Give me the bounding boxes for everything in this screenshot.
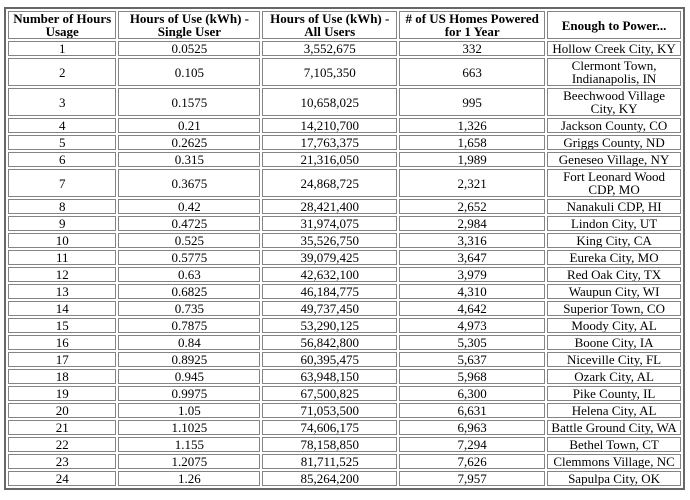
table-cell: Clermont Town, Indianapolis, IN bbox=[547, 58, 681, 86]
table-row bbox=[8, 41, 681, 56]
table-cell: Beechwood Village City, KY bbox=[547, 88, 681, 116]
table-cell: 0.5775 bbox=[118, 250, 260, 265]
table-cell: Griggs County, ND bbox=[547, 135, 681, 150]
table-cell: 9 bbox=[8, 216, 116, 231]
table-cell: Sapulpa City, OK bbox=[547, 471, 681, 486]
table-cell: 24 bbox=[8, 471, 116, 486]
table-cell: 0.21 bbox=[118, 118, 260, 133]
table-row bbox=[8, 135, 681, 150]
table-cell: 46,184,775 bbox=[262, 284, 397, 299]
table-cell: 31,974,075 bbox=[262, 216, 397, 231]
table-row bbox=[8, 454, 681, 469]
table-cell: 2,984 bbox=[399, 216, 545, 231]
table-cell: 7 bbox=[8, 169, 116, 197]
table-cell: Lindon City, UT bbox=[547, 216, 681, 231]
table-cell: Moody City, AL bbox=[547, 318, 681, 333]
table-cell: King City, CA bbox=[547, 233, 681, 248]
table-cell: 1.1025 bbox=[118, 420, 260, 435]
table-cell: 4,642 bbox=[399, 301, 545, 316]
table-cell: 14,210,700 bbox=[262, 118, 397, 133]
table-cell: 5,637 bbox=[399, 352, 545, 367]
table-row bbox=[8, 301, 681, 316]
table-cell: 0.945 bbox=[118, 369, 260, 384]
table-row bbox=[8, 420, 681, 435]
table-cell: 8 bbox=[8, 199, 116, 214]
table-cell: 10,658,025 bbox=[262, 88, 397, 116]
table-row bbox=[8, 216, 681, 231]
table-cell: 4 bbox=[8, 118, 116, 133]
table-row bbox=[8, 437, 681, 452]
table-cell: 2,652 bbox=[399, 199, 545, 214]
table-cell: 13 bbox=[8, 284, 116, 299]
table-cell: 0.735 bbox=[118, 301, 260, 316]
table-cell: 5 bbox=[8, 135, 116, 150]
table-cell: 20 bbox=[8, 403, 116, 418]
table-cell: 2,321 bbox=[399, 169, 545, 197]
table-cell: Fort Leonard Wood CDP, MO bbox=[547, 169, 681, 197]
table-row bbox=[8, 352, 681, 367]
table-cell: Red Oak City, TX bbox=[547, 267, 681, 282]
table-cell: 17,763,375 bbox=[262, 135, 397, 150]
table-cell: 6 bbox=[8, 152, 116, 167]
table-cell: 71,053,500 bbox=[262, 403, 397, 418]
table-cell: 0.6825 bbox=[118, 284, 260, 299]
table-cell: 16 bbox=[8, 335, 116, 350]
table-row bbox=[8, 369, 681, 384]
table-cell: 42,632,100 bbox=[262, 267, 397, 282]
table-cell: 24,868,725 bbox=[262, 169, 397, 197]
column-header-1: Hours of Use (kWh) - Single User bbox=[118, 11, 260, 39]
table-cell: 2 bbox=[8, 58, 116, 86]
table-cell: 0.42 bbox=[118, 199, 260, 214]
usage-data-table bbox=[4, 7, 685, 490]
table-cell: 81,711,525 bbox=[262, 454, 397, 469]
table-row bbox=[8, 58, 681, 86]
table-cell: 3,647 bbox=[399, 250, 545, 265]
table-cell: 1.05 bbox=[118, 403, 260, 418]
table-cell: Clemmons Village, NC bbox=[547, 454, 681, 469]
table-cell: 23 bbox=[8, 454, 116, 469]
table-cell: Nanakuli CDP, HI bbox=[547, 199, 681, 214]
table-cell: 63,948,150 bbox=[262, 369, 397, 384]
table-cell: 22 bbox=[8, 437, 116, 452]
table-row bbox=[8, 233, 681, 248]
table-cell: 1,989 bbox=[399, 152, 545, 167]
table-cell: 1,326 bbox=[399, 118, 545, 133]
table-cell: Battle Ground City, WA bbox=[547, 420, 681, 435]
table-cell: 74,606,175 bbox=[262, 420, 397, 435]
table-row bbox=[8, 335, 681, 350]
table-cell: 663 bbox=[399, 58, 545, 86]
table-cell: Eureka City, MO bbox=[547, 250, 681, 265]
table-cell: 6,631 bbox=[399, 403, 545, 418]
table-cell: 0.2625 bbox=[118, 135, 260, 150]
table-row bbox=[8, 88, 681, 116]
table-cell: 14 bbox=[8, 301, 116, 316]
table-cell: Ozark City, AL bbox=[547, 369, 681, 384]
table-cell: 56,842,800 bbox=[262, 335, 397, 350]
table-cell: 0.1575 bbox=[118, 88, 260, 116]
table-cell: 21,316,050 bbox=[262, 152, 397, 167]
table-cell: 0.84 bbox=[118, 335, 260, 350]
table-cell: 0.0525 bbox=[118, 41, 260, 56]
table-cell: 0.63 bbox=[118, 267, 260, 282]
table-row bbox=[8, 267, 681, 282]
table-cell: 15 bbox=[8, 318, 116, 333]
table-cell: 7,957 bbox=[399, 471, 545, 486]
table-cell: 7,294 bbox=[399, 437, 545, 452]
table-cell: 35,526,750 bbox=[262, 233, 397, 248]
table-cell: 0.315 bbox=[118, 152, 260, 167]
table-cell: 3,316 bbox=[399, 233, 545, 248]
table-cell: Geneseo Village, NY bbox=[547, 152, 681, 167]
table-cell: 995 bbox=[399, 88, 545, 116]
table-cell: 10 bbox=[8, 233, 116, 248]
table-cell: 3 bbox=[8, 88, 116, 116]
table-cell: 1.155 bbox=[118, 437, 260, 452]
table-cell: 7,105,350 bbox=[262, 58, 397, 86]
column-header-4: Enough to Power... bbox=[547, 11, 681, 39]
table-row bbox=[8, 471, 681, 486]
table-cell: 0.8925 bbox=[118, 352, 260, 367]
table-cell: Hollow Creek City, KY bbox=[547, 41, 681, 56]
table-cell: Waupun City, WI bbox=[547, 284, 681, 299]
table-cell: 18 bbox=[8, 369, 116, 384]
table-cell: 1.2075 bbox=[118, 454, 260, 469]
table-cell: 0.105 bbox=[118, 58, 260, 86]
table-cell: 60,395,475 bbox=[262, 352, 397, 367]
table-cell: 19 bbox=[8, 386, 116, 401]
table-cell: 332 bbox=[399, 41, 545, 56]
column-header-2: Hours of Use (kWh) - All Users bbox=[262, 11, 397, 39]
table-cell: 78,158,850 bbox=[262, 437, 397, 452]
table-body bbox=[8, 41, 681, 486]
table-cell: 1 bbox=[8, 41, 116, 56]
table-cell: Pike County, IL bbox=[547, 386, 681, 401]
table-cell: 12 bbox=[8, 267, 116, 282]
table-row bbox=[8, 318, 681, 333]
column-header-0: Number of Hours Usage bbox=[8, 11, 116, 39]
table-cell: 49,737,450 bbox=[262, 301, 397, 316]
table-row bbox=[8, 403, 681, 418]
table-cell: 3,552,675 bbox=[262, 41, 397, 56]
table-cell: 0.7875 bbox=[118, 318, 260, 333]
table-cell: 0.525 bbox=[118, 233, 260, 248]
table-row bbox=[8, 118, 681, 133]
table-cell: 67,500,825 bbox=[262, 386, 397, 401]
table-cell: Superior Town, CO bbox=[547, 301, 681, 316]
table-cell: 0.9975 bbox=[118, 386, 260, 401]
table-header-row bbox=[8, 11, 681, 39]
table-cell: 4,973 bbox=[399, 318, 545, 333]
column-header-3: # of US Homes Powered for 1 Year bbox=[399, 11, 545, 39]
table-cell: Helena City, AL bbox=[547, 403, 681, 418]
table-row bbox=[8, 152, 681, 167]
table-cell: 11 bbox=[8, 250, 116, 265]
table-cell: 4,310 bbox=[399, 284, 545, 299]
table-cell: 6,963 bbox=[399, 420, 545, 435]
table-cell: 0.3675 bbox=[118, 169, 260, 197]
table-cell: 5,968 bbox=[399, 369, 545, 384]
table-cell: 7,626 bbox=[399, 454, 545, 469]
table-cell: Jackson County, CO bbox=[547, 118, 681, 133]
table-cell: Bethel Town, CT bbox=[547, 437, 681, 452]
table-cell: 28,421,400 bbox=[262, 199, 397, 214]
table-header bbox=[8, 11, 681, 39]
table-cell: 21 bbox=[8, 420, 116, 435]
table-cell: 3,979 bbox=[399, 267, 545, 282]
table-cell: Niceville City, FL bbox=[547, 352, 681, 367]
table-cell: 17 bbox=[8, 352, 116, 367]
table-row bbox=[8, 250, 681, 265]
table-cell: 1,658 bbox=[399, 135, 545, 150]
table-cell: 85,264,200 bbox=[262, 471, 397, 486]
table-cell: 0.4725 bbox=[118, 216, 260, 231]
table-cell: 39,079,425 bbox=[262, 250, 397, 265]
table-cell: Boone City, IA bbox=[547, 335, 681, 350]
table-cell: 6,300 bbox=[399, 386, 545, 401]
table-row bbox=[8, 284, 681, 299]
table-cell: 53,290,125 bbox=[262, 318, 397, 333]
table-row bbox=[8, 199, 681, 214]
table-cell: 1.26 bbox=[118, 471, 260, 486]
table-row bbox=[8, 386, 681, 401]
table-cell: 5,305 bbox=[399, 335, 545, 350]
table-row bbox=[8, 169, 681, 197]
